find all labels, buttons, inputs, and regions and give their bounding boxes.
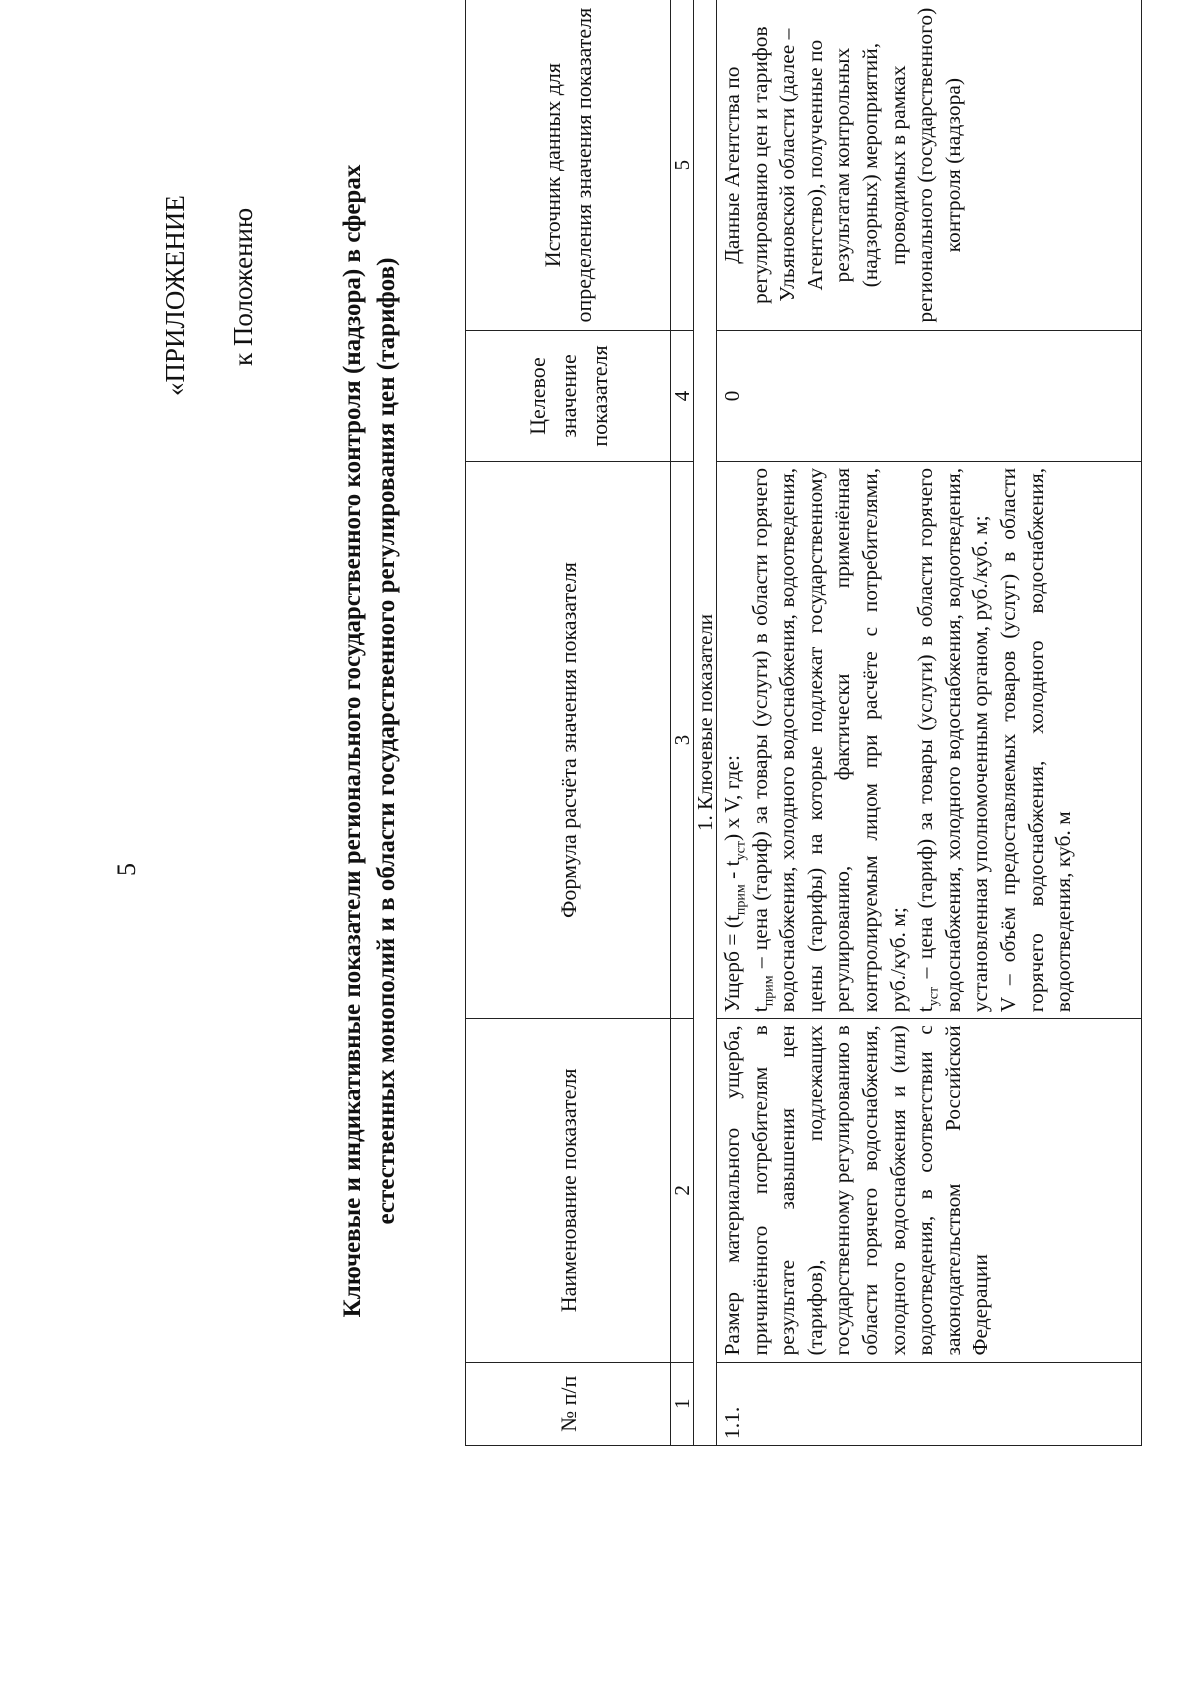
column-number: 4 — [671, 331, 694, 462]
indicator-formula — [717, 461, 1142, 1018]
header-target-value: Целевое значение показателя — [466, 331, 671, 462]
header-data-source: Источник данных для определения значения показателя — [466, 0, 671, 331]
header-formula: Формула расчёта значения показателя — [466, 461, 671, 1018]
column-number: 2 — [671, 1019, 694, 1362]
column-number: 1 — [671, 1362, 694, 1445]
target-value: 0 — [717, 331, 1142, 462]
document-title-line-1: Ключевые и индикативные показатели регионального государственного контроля (надзора) в сферах — [339, 164, 366, 1318]
table-row — [717, 0, 1142, 1446]
column-number: 3 — [671, 461, 694, 1018]
column-number: 5 — [671, 0, 694, 331]
formula-main: Ущерб = $(t_{прим} - t_{уст})$ x V, где: — [720, 755, 749, 1013]
data-source: Данные Агентства по регулированию цен и тарифов Ульяновской области (далее – Агентство), полученные по результатам контрольных (надзорных) мероприятий, проводимых в рамках регионального (государственного) контроля (надзора) — [717, 0, 1142, 331]
formula-v-definition: V – объём предоставляемых товаров (услуг) в области горячего водоснабжения, холодного водоснабжения, водоотведения, куб. м — [995, 467, 1076, 1013]
row-number: 1.1. — [717, 1362, 1142, 1445]
indicators-table — [465, 0, 1142, 1446]
page-number: 5 — [112, 863, 141, 876]
document-title — [336, 41, 404, 1441]
section-row — [694, 0, 717, 1446]
section-title: 1. Ключевые показатели — [694, 0, 717, 1446]
header-indicator-name: Наименование показателя — [466, 1019, 671, 1362]
column-number-row — [671, 0, 694, 1446]
formula-t-prim-definition: $t_{прим}$ – цена (тариф) за товары (услуги) в области горячего водоснабжения, холодного водоснабжения, водоотведения, цены (тарифы) на которые подлежат государственному регулированию, фактически применённая контролируемым лицом при расчёте с потребителями, руб./куб. м; — [747, 467, 910, 1013]
document-title-line-2: естественных монополий и в области государственного регулирования цен (тарифов) — [373, 257, 400, 1225]
appendix-reference: к Положению — [228, 207, 258, 366]
indicator-name: Размер материального ущерба, причинённого потребителям в результате завышения цен (тарифов), подлежащих государственному регулированию в области горячего водоснабжения, холодного водоснабжения и (или) водоотведения, в соответствии с законодательством Российской Федерации — [717, 1019, 1142, 1362]
appendix-title: «ПРИЛОЖЕНИЕ — [160, 195, 190, 396]
formula-t-ust-definition: $t_{уст}$ – цена (тариф) за товары (услуги) в области горячего водоснабжения, холодного водоснабжения, водоотведения, установленная уполномоченным органом, руб./куб. м; — [913, 467, 993, 1013]
table-header-row — [466, 0, 671, 1446]
header-number: № п/п — [466, 1362, 671, 1445]
